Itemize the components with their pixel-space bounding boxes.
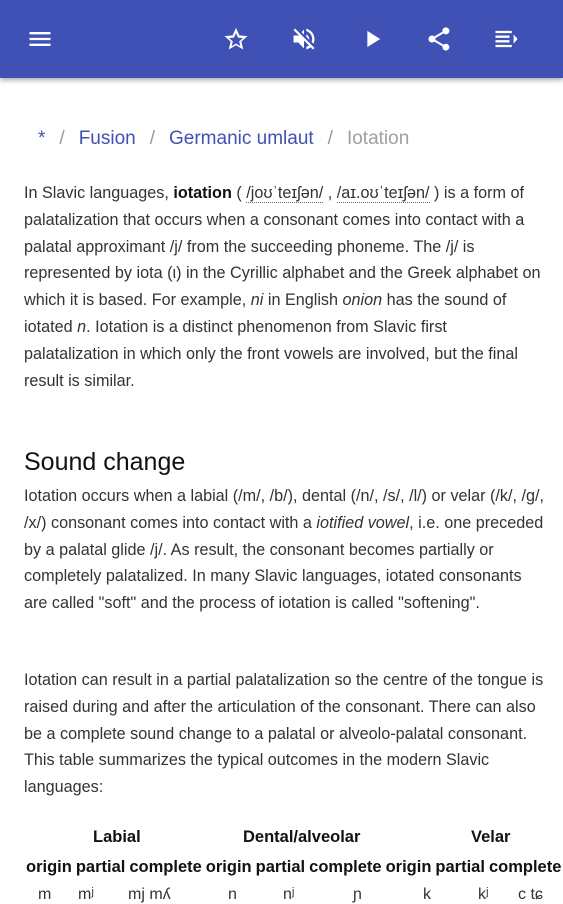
table-subheader: complete	[129, 858, 202, 876]
table-cell: kʲ	[478, 886, 489, 903]
table-group-dental: Dental/alveolar	[243, 828, 361, 846]
section-heading: Sound change	[24, 448, 186, 476]
table-subheader-row	[26, 858, 563, 877]
bookmark-button[interactable]	[216, 19, 256, 59]
table-subheader: partial	[75, 858, 126, 876]
table-group-velar: Velar	[471, 828, 511, 846]
table-cell: nʲ	[283, 886, 295, 903]
table-subheader: partial	[435, 858, 485, 876]
menu-icon	[26, 25, 54, 53]
contents-button[interactable]	[486, 19, 526, 59]
table-cell: n	[228, 886, 237, 903]
table-group-labial: Labial	[93, 828, 141, 846]
app-bar	[0, 0, 563, 78]
breadcrumb: * / Fusion / Germanic umlaut / Iotation	[38, 128, 410, 149]
table-cell: ɲ	[353, 886, 362, 903]
breadcrumb-item-germanic-umlaut[interactable]: Germanic umlaut	[169, 128, 314, 149]
table-subheader: complete	[309, 858, 382, 876]
volume-off-icon	[290, 25, 318, 53]
table-cell: mʲ	[78, 886, 94, 903]
table-cell: mj mʎ	[128, 886, 171, 903]
play-icon	[358, 25, 386, 53]
breadcrumb-current: Iotation	[346, 128, 410, 149]
menu-button[interactable]	[20, 19, 60, 59]
table-cell: m	[38, 886, 52, 903]
ipa-pronunciation-1[interactable]: /joʊˈteɪʃən/	[246, 184, 324, 202]
table-subheader: complete	[488, 858, 562, 876]
list-icon	[492, 25, 520, 53]
section-paragraph-2: Iotation can result in a partial palatalization so the centre of the tongue is raised during and after the articulation of the consonant. There can also be a complete sound change to a palatal or alveolo-palatal consonant. This table summarizes the typical outcomes in the modern Slavic languages:	[24, 671, 544, 797]
ipa-pronunciation-2[interactable]: /aɪ.oʊˈteɪʃən/	[336, 184, 430, 202]
intro-paragraph: In Slavic languages, iotation ( /joʊˈteɪʃən/ , /aɪ.oʊˈteɪʃən/ ) is a form of palatalization that occurs when a consonant comes into contact with a palatal approximant /j/ from the succeeding phoneme. The /j/ is represented by iota (ι) in the Cyrillic alphabet and the Greek alphabet on which it is based. For example, ni in English onion has the sound of iotated n. Iotation is a distinct phenomenon from Slavic first palatalization in which only the front vowels are involved, but the final result is similar.	[24, 184, 541, 390]
table-subheader: origin	[385, 858, 432, 876]
share-button[interactable]	[419, 19, 459, 59]
table-subheader: partial	[255, 858, 306, 876]
play-button[interactable]	[352, 19, 392, 59]
table-cell: k	[423, 886, 431, 903]
section-paragraph-1: Iotation occurs when a labial (/m/, /b/), dental (/n/, /s/, /l/) or velar (/k/, /g/, /x/) consonant comes into contact with a iotified vowel, i.e. one preceded by a palatal glide /j/. As result, the consonant becomes partially or completely palatalized. In many Slavic languages, iotated consonants are called "soft" and the process of iotation is called "softening".	[24, 487, 544, 613]
table-row	[38, 886, 558, 904]
article-term: iotation	[173, 184, 232, 202]
breadcrumb-home[interactable]: *	[38, 128, 46, 149]
table-subheader: origin	[26, 858, 72, 876]
share-icon	[425, 25, 453, 53]
table-cell: c tɕ	[518, 886, 543, 903]
breadcrumb-item-fusion[interactable]: Fusion	[78, 128, 136, 149]
mute-button[interactable]	[284, 19, 324, 59]
table-subheader: origin	[205, 858, 252, 876]
star-icon	[222, 25, 250, 53]
